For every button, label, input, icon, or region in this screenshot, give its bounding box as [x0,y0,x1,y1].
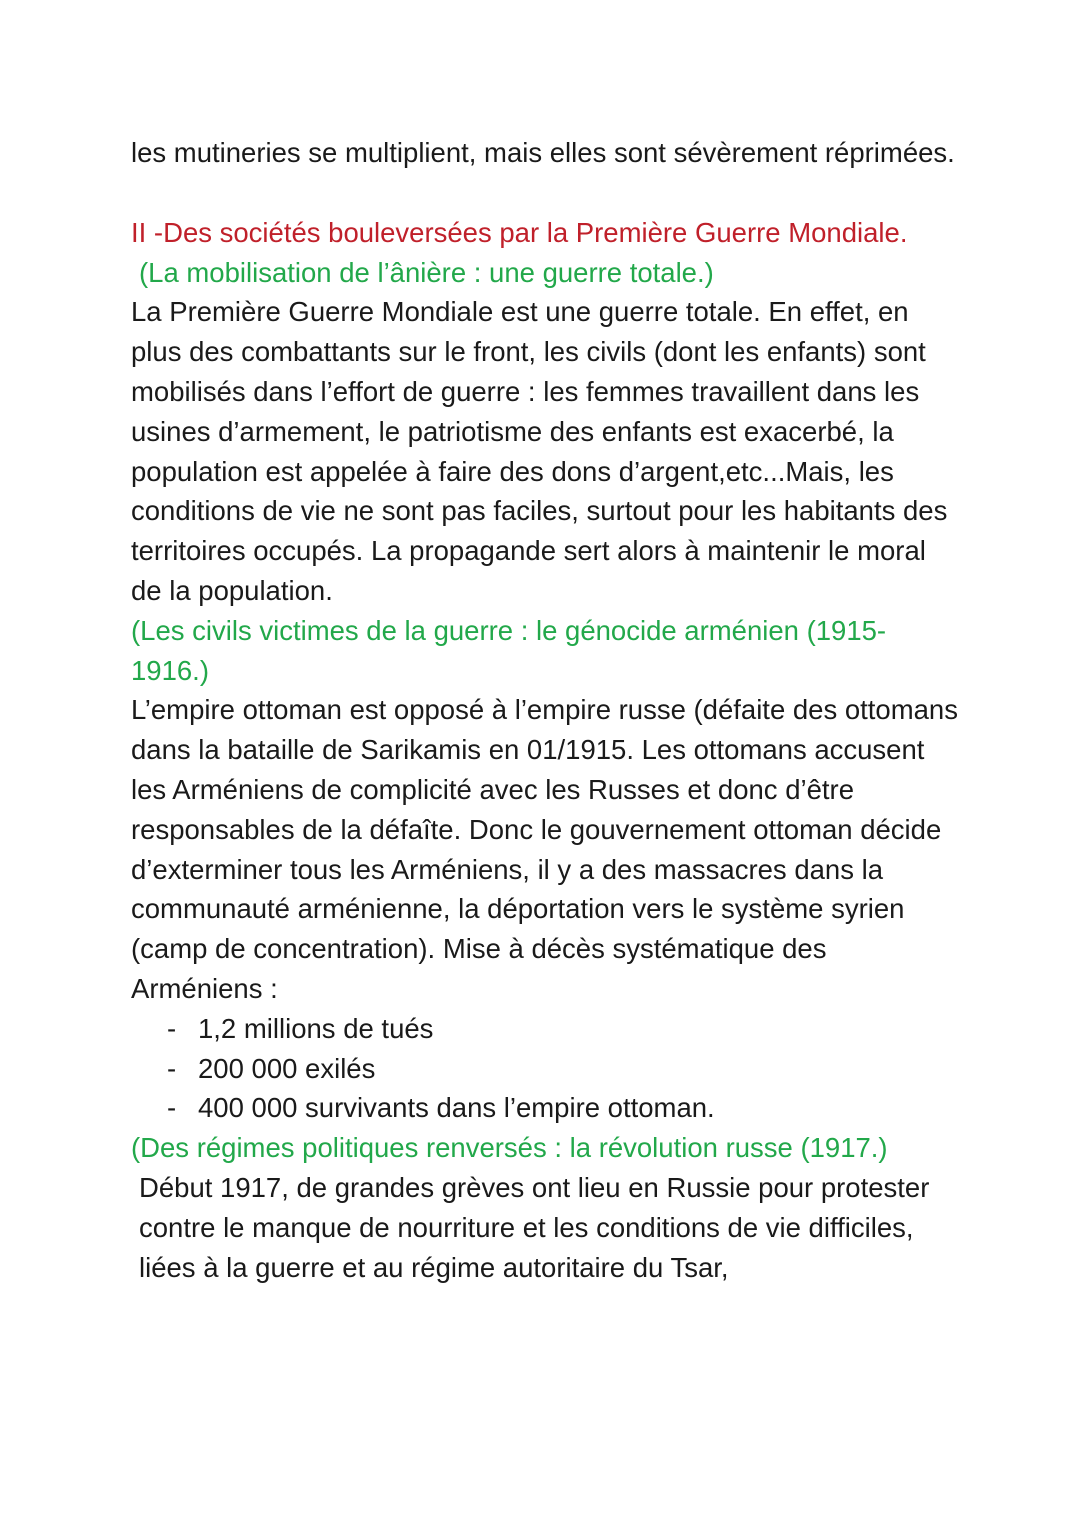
subsection-body-genocide: L’empire ottoman est opposé à l’empire russe (défaite des ottomans dans la bataille de Sarikamis en 01/1915. Les ottomans accusent les Arméniens de complicité avec les Russes et donc d’être responsables de la défaîte. Donc le gouvernement ottoman décide d’exterminer tous les Arméniens, il y a des massacres dans la communauté arménienne, la déportation vers le système syrien (camp de concentration). Mise à décès systématique des Arméniens : [131,694,958,1004]
dash-bullet: - [167,1052,177,1084]
subsection-heading-revolution: (Des régimes politiques renversés : la révolution russe (1917.) [131,1132,888,1164]
document-page [131,133,961,1287]
list-item-text: 200 000 exilés [198,1052,376,1084]
list-item [131,1049,961,1089]
subsection-heading-mobilisation: (La mobilisation de l’ânière : une guerre totale.) [139,256,714,288]
list-item-text: 1,2 millions de tués [198,1012,434,1044]
paragraph-gap [131,173,961,213]
dash-bullet: - [167,1012,177,1044]
dash-bullet: - [167,1092,177,1124]
intro-paragraph: les mutineries se multiplient, mais elles sont sévèrement réprimées. [131,137,955,168]
section-title: II -Des sociétés bouleversées par la Première Guerre Mondiale. [131,216,908,248]
list-item [131,1009,961,1049]
subsection-body-revolution: Début 1917, de grandes grèves ont lieu en Russie pour protester contre le manque de nourriture et les conditions de vie difficiles, liées à la guerre et au régime autoritaire du Tsar, [139,1171,930,1283]
subsection-heading-genocide: (Les civils victimes de la guerre : le génocide arménien (1915-1916.) [131,614,887,686]
list-item-text: 400 000 survivants dans l’empire ottoman. [198,1092,715,1124]
subsection-body-mobilisation: La Première Guerre Mondiale est une guerre totale. En effet, en plus des combattants sur le front, les civils (dont les enfants) sont mobilisés dans l’effort de guerre : les femmes travaillent dans les usines d’armement, le patriotisme des enfants est exacerbé, la population est appelée à faire des dons d’argent,etc...Mais, les conditions de vie ne sont pas faciles, surtout pour les habitants des territoires occupés. La propagande sert alors à maintenir le moral de la population. [131,296,948,606]
list-item [131,1088,961,1128]
casualty-list [131,1009,961,1128]
